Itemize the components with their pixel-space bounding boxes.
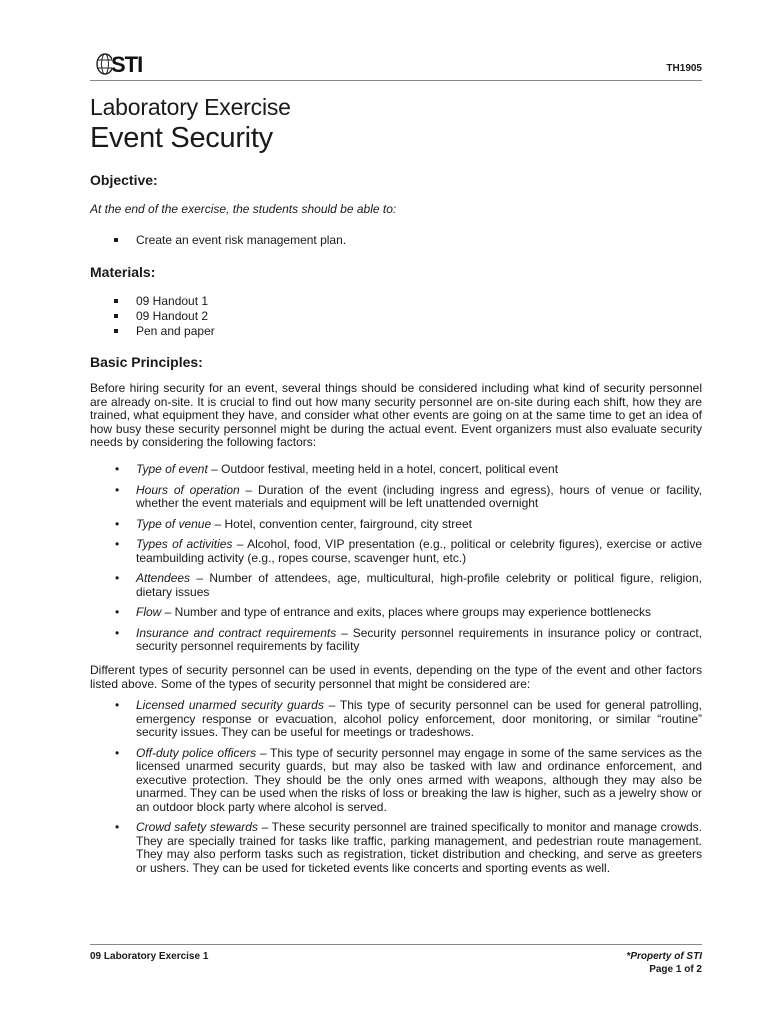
list-item: • Types of activities – Alcohol, food, VIP presentation (e.g., political or celebrity figures), exercise or active teambuilding activity (e.g., ropes course, scavenger hunt, etc.) (90, 538, 702, 565)
globe-icon (96, 52, 112, 76)
list-item: • Hours of operation – Duration of the event (including ingress and egress), hours of venue or facility, whether the event materials and equipment will be left unattended overnight (90, 484, 702, 511)
page-title: Event Security (90, 122, 273, 154)
list-item: • Licensed unarmed security guards – This type of security personnel can be used for general patrolling, emergency response or evacuation, alcohol policy enforcement, door monitoring, or similar “routine” security issues. They can be useful for meetings or tradeshows. (90, 699, 702, 740)
list-item: • Type of event – Outdoor festival, meeting held in a hotel, concert, political event (90, 463, 702, 477)
materials-list (90, 294, 215, 339)
list-item: • Insurance and contract requirements – Security personnel requirements in insurance policy or contract, security personnel requirements by facility (90, 627, 702, 654)
header-divider (90, 80, 702, 81)
lab-title: Laboratory Exercise (90, 94, 291, 120)
principles-intro: Before hiring security for an event, several things should be considered including what kind of security personnel are already on-site. It is crucial to find out how many security personnel are on-site during each shift, how they are trained, what equipment they have, and consider what other events are going on at the same time to get an idea of how busy these security personnel might be during the actual event. Event organizers must also evaluate security needs by considering the following factors: (90, 381, 702, 449)
list-item: Pen and paper (90, 324, 215, 339)
principles-heading: Basic Principles: (90, 354, 203, 370)
list-item: • Off-duty police officers – This type of security personnel may engage in some of the same services as the licensed unarmed security guards, but may also be tasked with law and ordinance enforcement, and executive protection. They should be the only ones armed with weapons, although they may also be unarmed. They can be used when the risks of loss or breaking the law is higher, such as a jewelry show or an outdoor block party where alcohol is served. (90, 747, 702, 815)
page-number: Page 1 of 2 (649, 964, 702, 975)
sti-logo (96, 52, 166, 78)
objective-heading: Objective: (90, 172, 158, 188)
objective-intro: At the end of the exercise, the students should be able to: (90, 202, 397, 216)
list-item: 09 Handout 1 (90, 294, 215, 309)
personnel-intro: Different types of security personnel can be used in events, depending on the type of the event and other factors listed above. Some of the types of security personnel that might be considered are: (90, 663, 702, 691)
list-item: • Flow – Number and type of entrance and exits, places where groups may experience bottlenecks (90, 606, 702, 620)
list-item: 09 Handout 2 (90, 309, 215, 324)
list-item: Create an event risk management plan. (90, 233, 346, 248)
list-item: • Attendees – Number of attendees, age, multicultural, high-profile celebrity or political figure, religion, dietary issues (90, 572, 702, 599)
list-item: • Crowd safety stewards – These security personnel are trained specifically to monitor and manage crowds. They are specially trained for tasks like traffic, parking management, and pedestrian route management. They may also perform tasks such as registration, ticket distribution and checking, and serve as greeters or ushers. They can be used for ticketed events like concerts and sporting events as well. (90, 821, 702, 875)
list-item: • Type of venue – Hotel, convention center, fairground, city street (90, 518, 702, 532)
document-code: TH1905 (666, 63, 702, 74)
footer-property: *Property of STI (626, 951, 702, 962)
logo-text: STI (111, 52, 143, 77)
footer-divider (90, 944, 702, 945)
materials-heading: Materials: (90, 264, 156, 280)
factors-list (90, 463, 702, 661)
footer-title: 09 Laboratory Exercise 1 (90, 951, 209, 962)
objective-list (90, 233, 346, 248)
personnel-types-list (90, 699, 702, 882)
